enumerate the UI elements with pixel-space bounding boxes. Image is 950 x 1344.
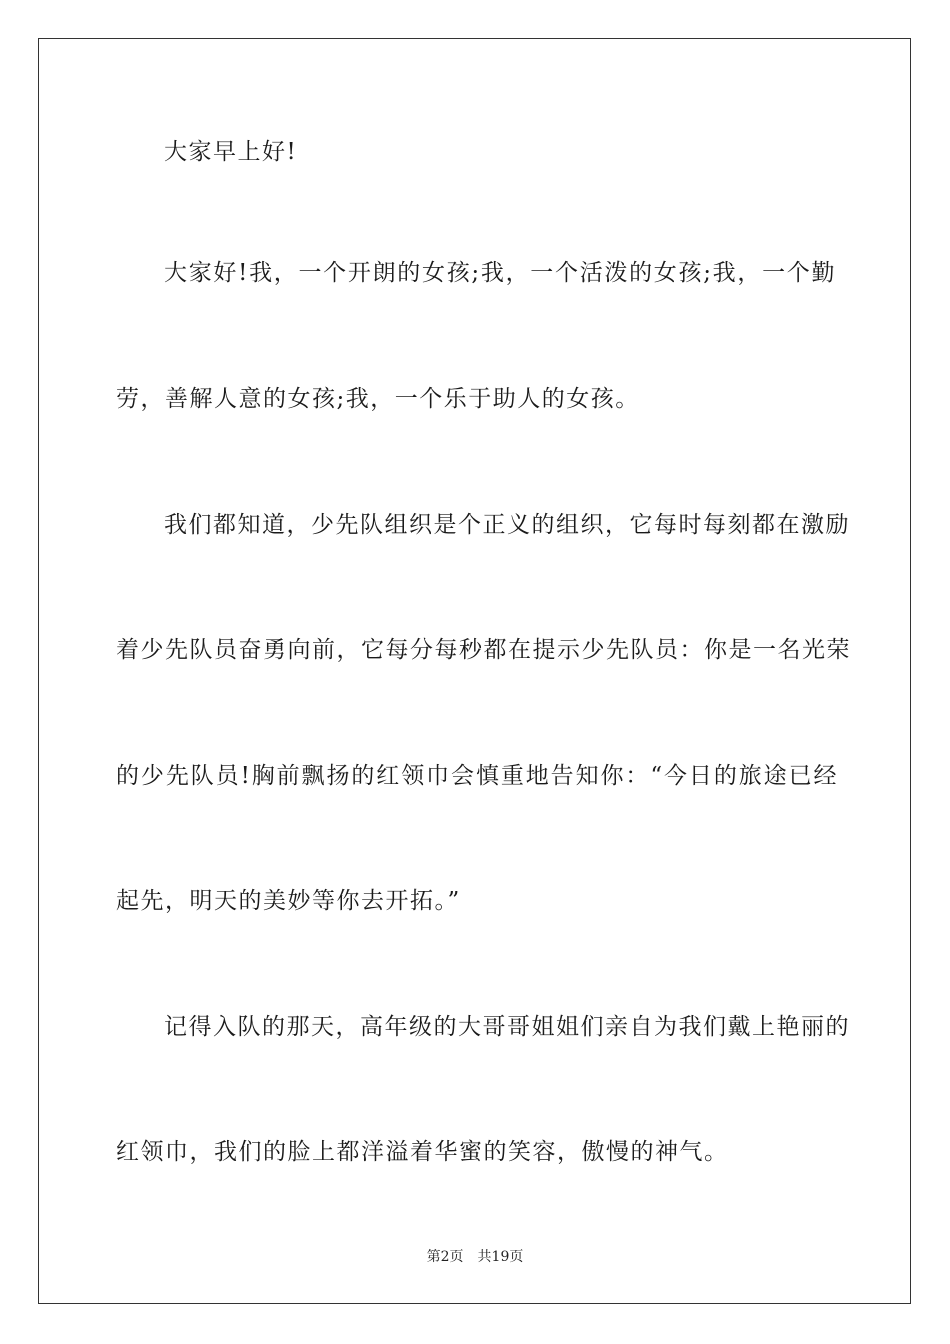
paragraph-line: 我们都知道，少先队组织是个正义的组织，它每时每刻都在激励 bbox=[164, 512, 850, 538]
page-number: 第2页 bbox=[426, 1249, 464, 1265]
paragraph-line: 劳，善解人意的女孩;我，一个乐于助人的女孩。 bbox=[116, 386, 640, 412]
paragraph-line: 的少先队员!胸前飘扬的红领巾会慎重地告知你：“今日的旅途已经 bbox=[116, 763, 838, 789]
page-total: 共19页 bbox=[477, 1249, 524, 1265]
paragraph-line: 着少先队员奋勇向前，它每分每秒都在提示少先队员：你是一名光荣 bbox=[116, 637, 851, 663]
paragraph-line-greeting: 大家早上好! bbox=[164, 139, 298, 165]
paragraph-line: 起先，明天的美妙等你去开拓。” bbox=[116, 888, 461, 914]
paragraph-line: 大家好!我，一个开朗的女孩;我，一个活泼的女孩;我，一个勤 bbox=[164, 260, 836, 286]
page-footer bbox=[0, 1248, 950, 1266]
page-border bbox=[38, 38, 911, 1304]
paragraph-line: 记得入队的那天，高年级的大哥哥姐姐们亲自为我们戴上艳丽的 bbox=[164, 1014, 850, 1040]
paragraph-line: 红领巾，我们的脸上都洋溢着华蜜的笑容，傲慢的神气。 bbox=[116, 1139, 729, 1165]
